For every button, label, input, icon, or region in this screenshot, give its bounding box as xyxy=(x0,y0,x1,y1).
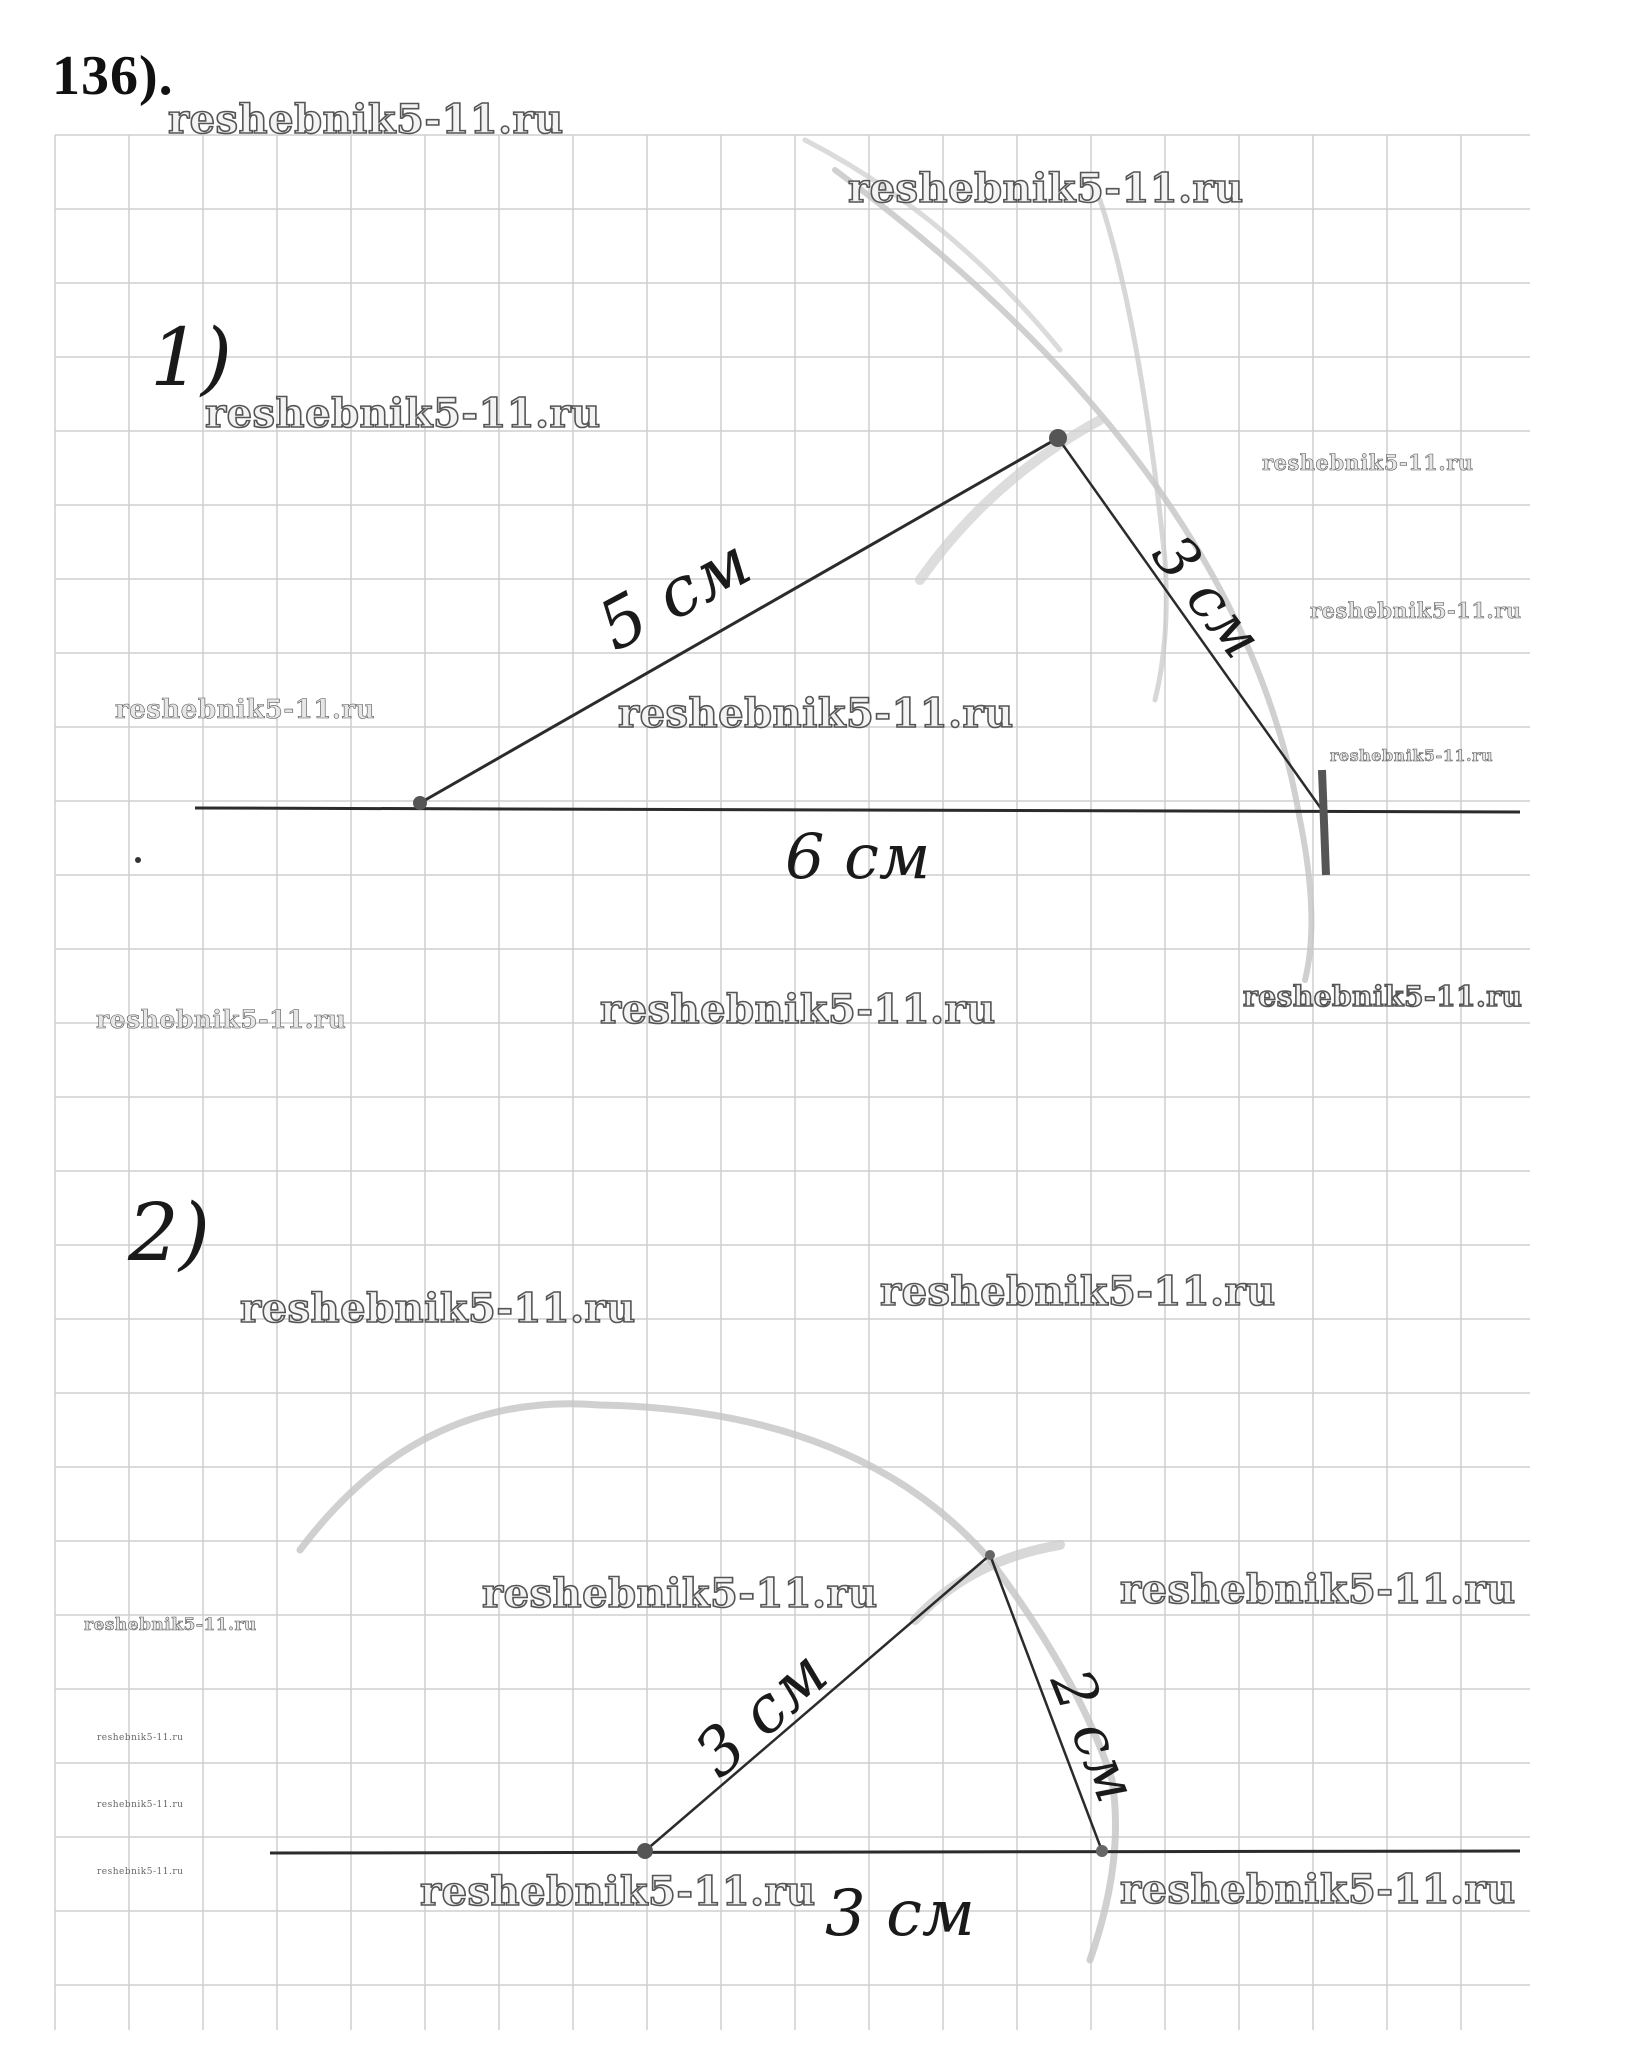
watermark: reshebnik5-11.ru xyxy=(1243,980,1523,1013)
watermark: reshebnik5-11.ru xyxy=(97,1733,184,1743)
watermark: reshebnik5-11.ru xyxy=(168,96,564,143)
watermark: reshebnik5-11.ru xyxy=(420,1868,816,1915)
watermark: reshebnik5-11.ru xyxy=(848,165,1244,212)
part2-label: 2) xyxy=(128,1186,211,1279)
watermark: reshebnik5-11.ru xyxy=(618,690,1014,737)
watermark: reshebnik5-11.ru xyxy=(600,986,996,1033)
watermark: reshebnik5-11.ru xyxy=(482,1570,878,1617)
watermark: reshebnik5-11.ru xyxy=(97,1800,184,1810)
watermark: reshebnik5-11.ru xyxy=(880,1268,1276,1315)
side-label-6cm: 6 см xyxy=(785,820,931,893)
watermark: reshebnik5-11.ru xyxy=(97,1867,184,1877)
baseline-2 xyxy=(270,1851,1520,1853)
watermark: reshebnik5-11.ru xyxy=(1310,598,1522,623)
watermark: reshebnik5-11.ru xyxy=(115,695,376,725)
watermark: reshebnik5-11.ru xyxy=(205,390,601,437)
vertex-1a xyxy=(413,796,427,810)
watermark: reshebnik5-11.ru xyxy=(1120,1866,1516,1913)
watermark: reshebnik5-11.ru xyxy=(1262,450,1474,475)
side-label-3cm-part1: 3 см xyxy=(1138,521,1277,671)
side-label-2cm: 2 см xyxy=(1037,1659,1151,1812)
part1-label: 1) xyxy=(150,311,233,404)
watermark: reshebnik5-11.ru xyxy=(1120,1566,1516,1613)
problem-number: 136). xyxy=(52,45,174,107)
vertex-2b xyxy=(985,1550,995,1560)
vertex-1c-mark xyxy=(1322,770,1326,875)
side-label-3cm-part2-base: 3 см xyxy=(825,1877,975,1951)
stray-dot xyxy=(135,857,141,863)
side-label-5cm: 5 см xyxy=(585,522,764,668)
side-label-3cm-part2-left: 3 см xyxy=(681,1636,843,1792)
vertex-2c xyxy=(1096,1845,1108,1857)
vertex-1b xyxy=(1049,429,1067,447)
watermark: reshebnik5-11.ru xyxy=(96,1005,347,1034)
watermark: reshebnik5-11.ru xyxy=(240,1285,636,1332)
watermark: reshebnik5-11.ru xyxy=(84,1615,257,1635)
vertex-2a xyxy=(637,1843,653,1859)
triangle1-side-5cm xyxy=(420,438,1058,803)
watermark: reshebnik5-11.ru xyxy=(1330,746,1494,765)
